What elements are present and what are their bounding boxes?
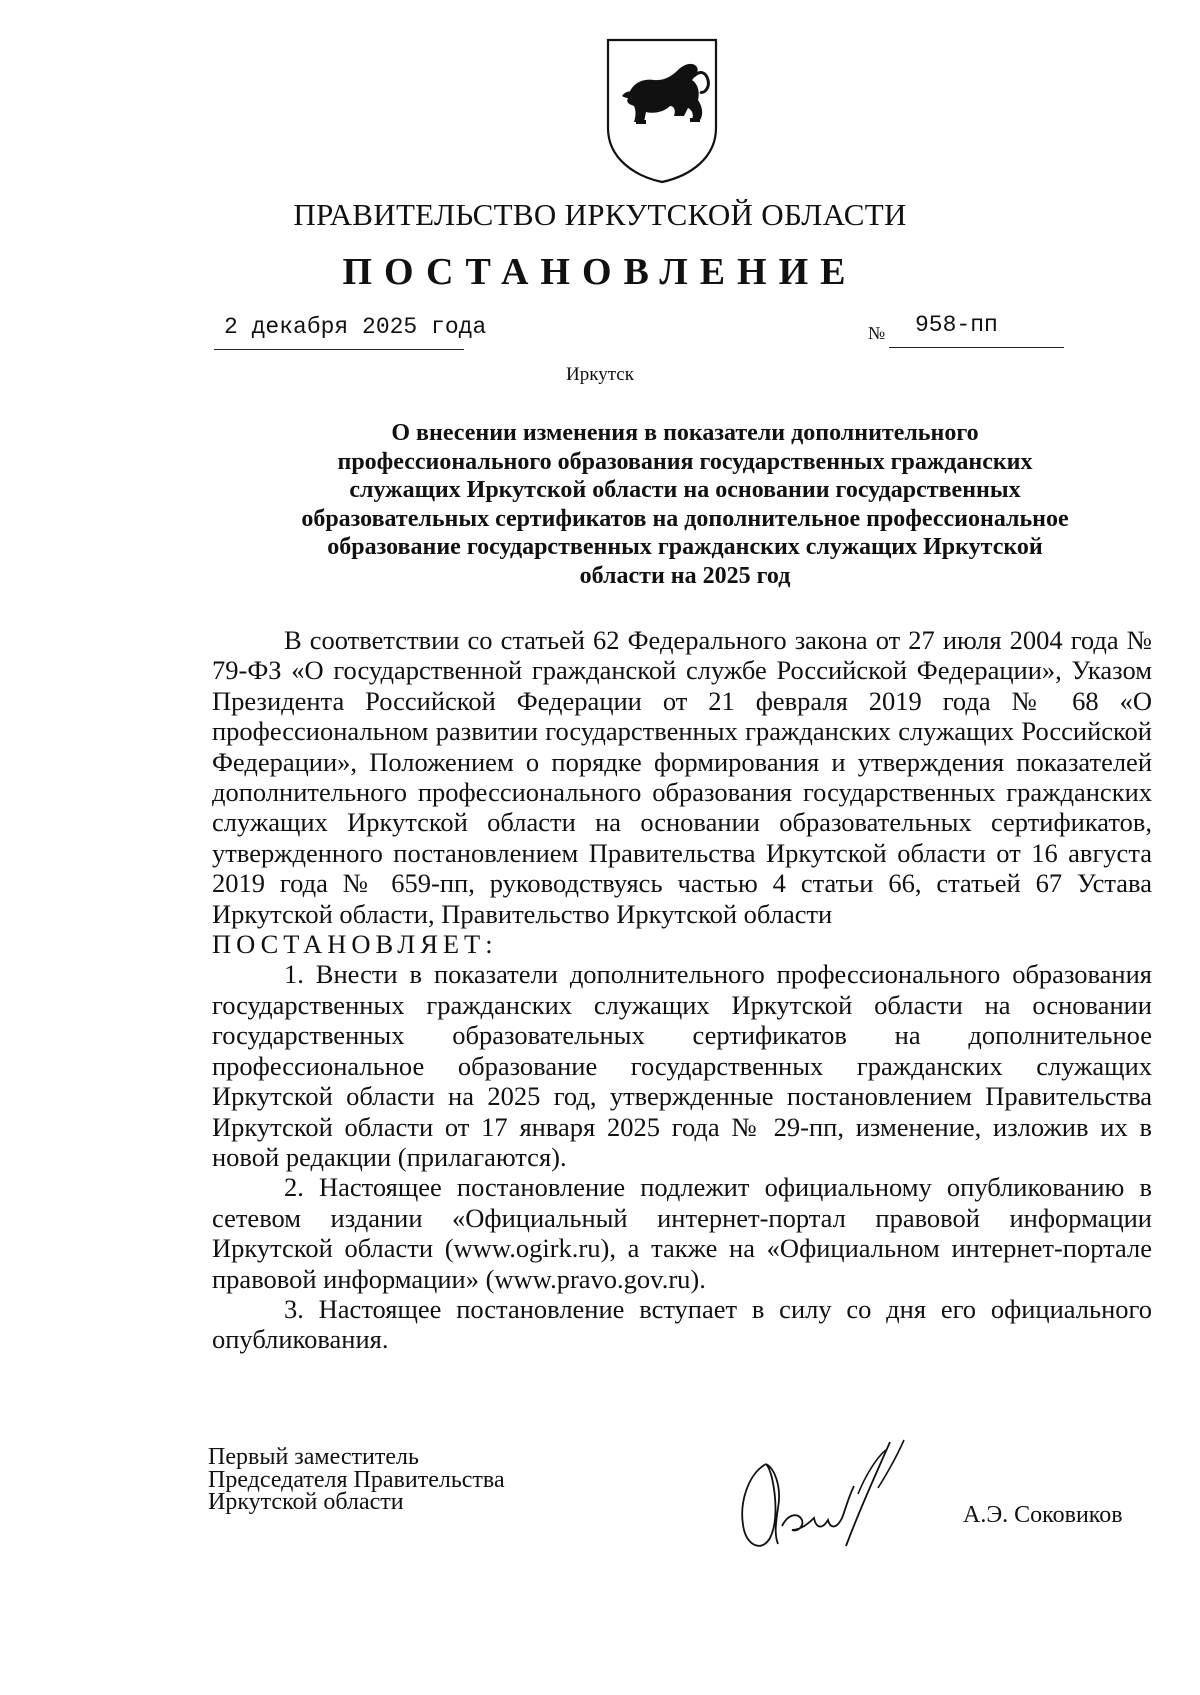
issue-city: Иркутск — [566, 364, 634, 385]
document-date: 2 декабря 2025 года — [224, 314, 487, 340]
number-underline — [889, 347, 1064, 348]
subject-line: О внесении изменения в показатели дополнительного — [391, 420, 979, 446]
signer-name: А.Э. Соковиков — [963, 1502, 1123, 1528]
coat-of-arms-icon — [604, 36, 720, 184]
decree-item-2: 2. Настоящее постановление подлежит официальному опубликованию в сетевом издании «Официальный интернет-портал правовой информации Иркутской области (www.ogirk.ru), а также на «Официальном интернет-портале правовой информации» (www.pravo.gov.ru). — [212, 1172, 1152, 1294]
signer-position-line: Председателя Правительства — [208, 1466, 505, 1493]
subject-line: образование государственных гражданских служащих Иркутской — [327, 534, 1043, 560]
document-type-heading: ПОСТАНОВЛЕНИЕ — [342, 251, 858, 293]
document-number: 958-пп — [915, 312, 998, 338]
preamble-paragraph: В соответствии со статьей 62 Федерального закона от 27 июля 2004 года № 79-ФЗ «О государственной гражданской службе Российской Федерации», Указом Президента Российской Федерации от 21 февраля 2019 года № 68 «О профессиональном развитии государственных гражданских служащих Российской Федерации», Положением о порядке формирования и утверждения показателей дополнительного профессионального образования государственных гражданских служащих Иркутской области на основании образовательных сертификатов, утвержденного постановлением Правительства Иркутской области от 16 августа 2019 года № 659-пп, руководствуясь частью 4 статьи 66, статьей 67 Устава Иркутской области, Правительство Иркутской области — [212, 625, 1152, 929]
signer-position-line: Иркутской области — [208, 1489, 404, 1515]
signer-position-line: Первый заместитель — [208, 1444, 419, 1470]
handwritten-signature-icon — [718, 1434, 918, 1564]
decree-word: ПОСТАНОВЛЯЕТ: — [212, 929, 498, 960]
date-underline — [214, 349, 464, 350]
document-subject — [222, 419, 1148, 590]
subject-line: образовательных сертификатов на дополнительное профессиональное — [301, 505, 1069, 532]
government-title: ПРАВИТЕЛЬСТВО ИРКУТСКОЙ ОБЛАСТИ — [293, 197, 907, 232]
subject-line: области на 2025 год — [579, 562, 791, 589]
signer-position — [208, 1446, 505, 1514]
subject-line: профессионального образования государственных гражданских — [337, 448, 1033, 475]
number-sign: № — [868, 323, 886, 343]
document-body — [212, 625, 1152, 1355]
decree-item-3: 3. Настоящее постановление вступает в силу со дня его официального опубликования. — [212, 1293, 1152, 1355]
subject-line: служащих Иркутской области на основании государственных — [349, 477, 1021, 503]
decree-item-1: 1. Внести в показатели дополнительного профессионального образования государственных гражданских служащих Иркутской области на основании государственных образовательных сертификатов на дополнительное профессиональное образование государственных гражданских служащих Иркутской области на 2025 год, утвержденные постановлением Правительства Иркутской области от 17 января 2025 года № 29-пп, изменение, изложив их в новой редакции (прилагаются). — [212, 959, 1152, 1172]
